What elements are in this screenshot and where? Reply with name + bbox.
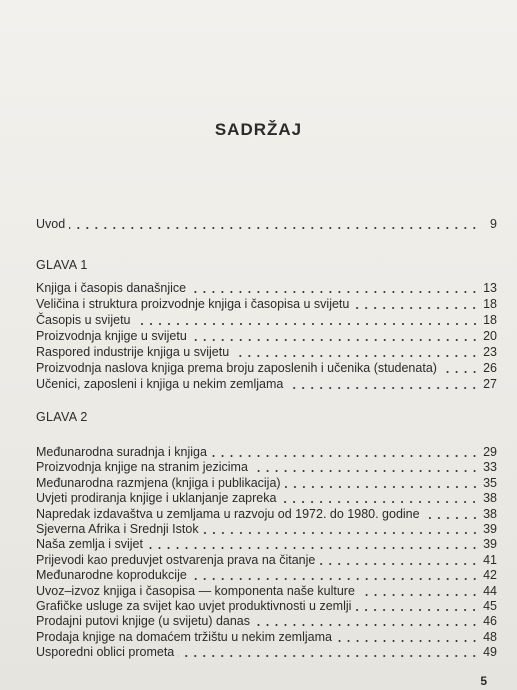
dot-leader [424,517,479,519]
toc-entry[interactable] [36,328,497,344]
dot-leader [69,227,479,229]
toc-entry-label: Raspored industrije knjiga u svijetu [36,345,230,359]
toc-entry-page: 41 [483,552,497,567]
toc-entry-page: 42 [483,568,497,583]
toc-entry[interactable] [36,312,497,328]
toc-entry-page: 26 [483,361,497,375]
toc-entry-page: 18 [483,313,497,327]
dot-leader [135,323,480,325]
toc-entry[interactable] [36,459,497,475]
toc-entry-page: 49 [483,645,497,660]
toc-entry-page: 45 [483,599,497,613]
dot-leader [147,547,479,549]
toc-entry-page: 46 [483,614,497,629]
toc-entry[interactable] [36,444,497,460]
toc-entry-label: Prodajni putovi knjige (u svijetu) danas [36,614,251,629]
toc-entry-intro[interactable] [36,216,497,232]
dot-leader [336,640,479,642]
toc-entry-page: 29 [483,445,497,459]
toc-entry-label: Međunarodne koprodukcije [36,568,187,583]
dot-leader [355,609,479,611]
toc-entry[interactable] [36,506,497,522]
toc-entry-page: 20 [483,329,497,343]
toc-entry-page: 38 [483,491,497,506]
toc-entry-page: 27 [483,377,497,391]
toc-entry-label: Uvod [36,217,66,231]
toc-entry-label: Prodaja knjige na domaćem tržištu u nekim zemljama [36,629,332,644]
page-number: 5 [480,674,487,688]
toc-entry-label: Proizvodnja knjige u svijetu [36,329,187,343]
toc-entry-page: 39 [483,537,497,552]
toc-entry-label: Sjeverna Afrika i Srednji Istok [36,522,199,536]
dot-leader [178,655,479,657]
toc-entry[interactable] [36,598,497,614]
toc-entry[interactable] [36,376,497,392]
toc-entry[interactable] [36,552,497,568]
dot-leader [191,578,479,580]
toc-entry-label: Međunarodna suradnja i knjiga [36,445,207,459]
chapter-heading: GLAVA 2 [36,410,88,424]
toc-entry-label: Proizvodnja knjige na stranim jezicima [36,460,248,475]
toc-entry[interactable] [36,567,497,583]
toc-entry-label: Napredak izdavaštva u zemljama u razvoju od 1972. do 1980. godine [36,506,420,521]
toc-entry[interactable] [36,536,497,552]
toc-entry-label: Učenici, zaposleni i knjiga u nekim zemljama [36,377,284,391]
toc-entry-page: 48 [483,629,497,644]
toc-entry[interactable] [36,344,497,360]
toc-entry-page: 38 [483,506,497,521]
dot-leader [319,563,479,565]
toc-entry[interactable] [36,521,497,537]
toc-entry[interactable] [36,613,497,629]
toc-entry-label: Naša zemlja i svijet [36,537,143,552]
toc-entry-page: 35 [483,475,497,490]
toc-entry[interactable] [36,360,497,376]
toc-entry-page: 33 [483,460,497,475]
dot-leader [280,501,479,503]
dot-leader [359,594,479,596]
toc-entry[interactable] [36,629,497,645]
toc-entry[interactable] [36,490,497,506]
dot-leader [287,387,479,389]
toc-entry[interactable] [36,583,497,599]
toc-entry-page: 18 [483,297,497,311]
dot-leader [353,307,479,309]
toc-entry-page: 23 [483,345,497,359]
toc-entry[interactable] [36,296,497,312]
dot-leader [254,624,479,626]
dot-leader [190,291,479,293]
dot-leader [285,486,479,488]
toc-entry-label: Proizvodnja naslova knjiga prema broju zaposlenih i učenika (studenata) [36,361,437,375]
toc-entry-label: Časopis u svijetu [36,313,131,327]
toc-entry-label: Uvoz–izvoz knjiga i časopisa — komponenta naše kulture [36,583,355,598]
toc-entry[interactable] [36,280,497,296]
toc-entry-page: 13 [483,281,497,295]
page-title: SADRŽAJ [214,120,303,139]
dot-leader [441,371,479,373]
toc-entry[interactable] [36,644,497,660]
dot-leader [233,355,479,357]
toc-entry-label: Uvjeti prodiranja knjige i uklanjanje zapreka [36,491,277,506]
toc-entry-label: Prijevodi kao preduvjet ostvarenja prava na čitanje [36,552,316,567]
toc-entry-label: Usporedni oblici prometa [36,645,175,660]
toc-entry-label: Međunarodna razmjena (knjiga i publikacija) [36,475,281,490]
dot-leader [203,532,479,534]
toc-entry-page: 39 [483,522,497,536]
toc-entry-label: Grafičke usluge za svijet kao uvjet produktivnosti u zemlji [36,599,352,613]
chapter-heading: GLAVA 1 [36,258,88,272]
toc-entry-label: Knjiga i časopis današnjice [36,281,187,295]
dot-leader [191,339,479,341]
dot-leader [211,455,479,457]
dot-leader [252,470,479,472]
toc-entry[interactable] [36,475,497,491]
toc-entry-page: 44 [483,583,497,598]
toc-entry-page: 9 [490,217,497,231]
toc-entry-label: Veličina i struktura proizvodnje knjiga i časopisa u svijetu [36,297,350,311]
